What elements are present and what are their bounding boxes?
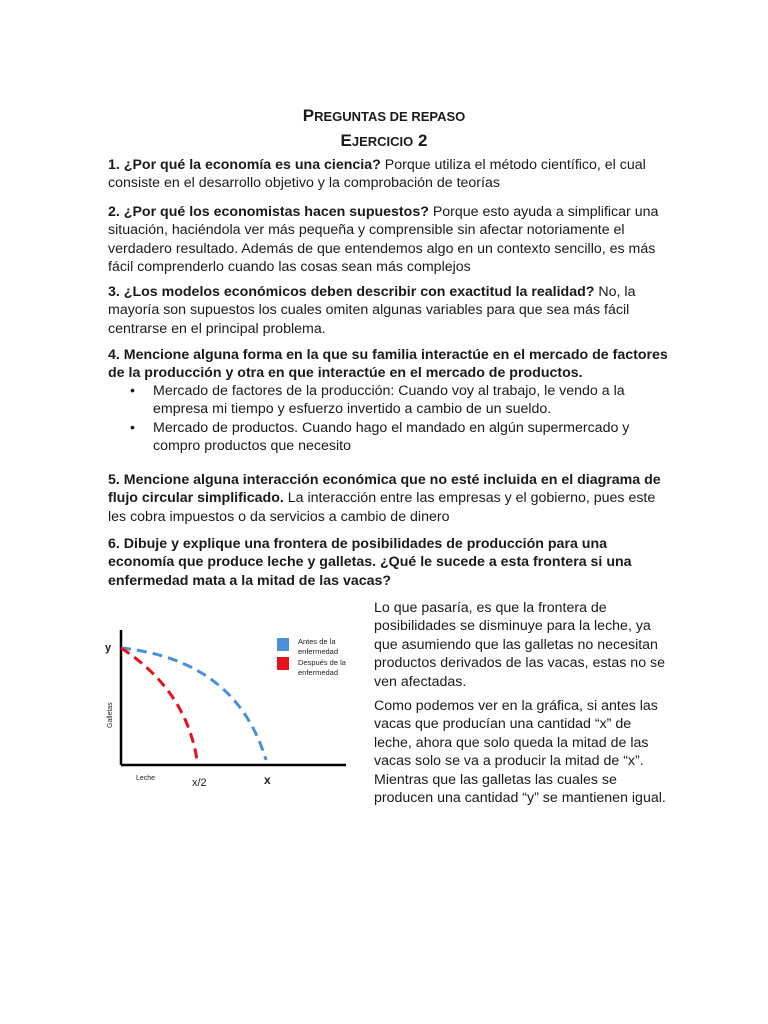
question-4 xyxy=(108,346,668,383)
list-item xyxy=(108,382,668,419)
question-6-prompt: 6. Dibuje y explique una frontera de posibilidades de producción para una economía que produce leche y galletas. ¿Qué le sucede a esta frontera si una enfermedad mata a la mitad de las vacas? xyxy=(108,536,632,589)
list-item-text: Mercado de factores de la producción: Cuando voy al trabajo, le vendo a la empresa mi tiempo y esfuerzo invertido a cambio de un sueldo. xyxy=(153,383,625,418)
ppf-before-curve xyxy=(121,648,266,760)
x-label: x xyxy=(264,773,271,787)
bullet-icon: • xyxy=(130,383,135,399)
title-first-letter: P xyxy=(302,106,315,125)
question-3 xyxy=(108,283,668,338)
question-6-answer-p2: Como podemos ver en la gráfica, si antes las vacas que producían una cantidad “x” de leche, ahora que solo queda la mitad de las vacas solo se va a producir la mitad de “x”. Mientras que las galletas las cuales se producen una cantidad “y” se mantienen igual. xyxy=(374,698,666,807)
exercise-number: 2 xyxy=(413,131,428,150)
x-half-label: x/2 xyxy=(192,777,207,789)
question-3-prompt: 3. ¿Los modelos económicos deben describir con exactitud la realidad? xyxy=(108,284,595,300)
question-4-prompt: 4. Mencione alguna forma en la que su familia interactúe en el mercado de factores de la producción y otra en que interactúe en el mercado de productos. xyxy=(108,347,668,382)
legend-after-line2: enfermedad xyxy=(298,668,339,677)
exercise-title xyxy=(0,125,768,153)
bullet-icon: • xyxy=(130,419,135,436)
question-2-answer: Porque esto ayuda a simplificar una situación, haciéndola ver más pequeña y comprensible sin afectar notoriamente el verdadero resultado. Además de que entendemos algo en un contexto sencillo, es más fácil comprenderlo cuando las cosas sean más complejos xyxy=(108,204,659,276)
question-6 xyxy=(108,535,668,590)
legend-before-line1: Antes de la xyxy=(298,637,336,646)
legend-after-line1: Después de la xyxy=(298,658,346,667)
question-5-prompt: 5. Mencione alguna interacción económica que no esté incluida en el diagrama de flujo circular simplificado. xyxy=(108,472,661,507)
exercise-rest: JERCICIO xyxy=(351,134,414,149)
legend-swatch-before xyxy=(277,638,289,651)
question-5 xyxy=(108,471,668,526)
question-1 xyxy=(108,156,668,193)
question-2-prompt: 2. ¿Por qué los economistas hacen supuestos? xyxy=(108,204,429,220)
ppf-figure xyxy=(96,600,358,796)
exercise-first-letter: E xyxy=(340,131,352,150)
title-rest: REGUNTAS DE REPASO xyxy=(314,109,466,124)
question-5-answer: La interacción entre las empresas y el gobierno, pues este les cobra impuestos o da servicios a cambio de dinero xyxy=(108,490,656,525)
y-axis-title: Galletas xyxy=(107,702,114,728)
question-2 xyxy=(108,203,668,277)
y-label: y xyxy=(105,642,112,654)
legend-before-line2: enfermedad xyxy=(298,647,339,656)
question-3-answer: No, la mayoría son supuestos los cuales omiten algunas variables para que sea más fácil centrarse en el principal problema. xyxy=(108,284,636,337)
question-1-answer: Porque utiliza el método científico, el cual consiste en el desarrollo objetivo y la comprobación de teorías xyxy=(108,157,646,192)
question-6-answer-p1: Lo que pasaría, es que la frontera de posibilidades se disminuye para la leche, ya que asumiendo que las galletas no necesitan productos derivados de las vacas, estas no se ven afectadas. xyxy=(374,600,666,690)
page-title xyxy=(0,92,768,129)
list-item xyxy=(108,419,668,456)
question-4-list xyxy=(108,382,668,456)
x-axis-title: Leche xyxy=(136,775,156,782)
legend-swatch-after xyxy=(277,657,289,670)
list-item-text: Mercado de productos. Cuando hago el mandado en algún supermercado y compro productos que necesito xyxy=(153,419,630,455)
question-1-prompt: 1. ¿Por qué la economía es una ciencia? xyxy=(108,157,381,173)
